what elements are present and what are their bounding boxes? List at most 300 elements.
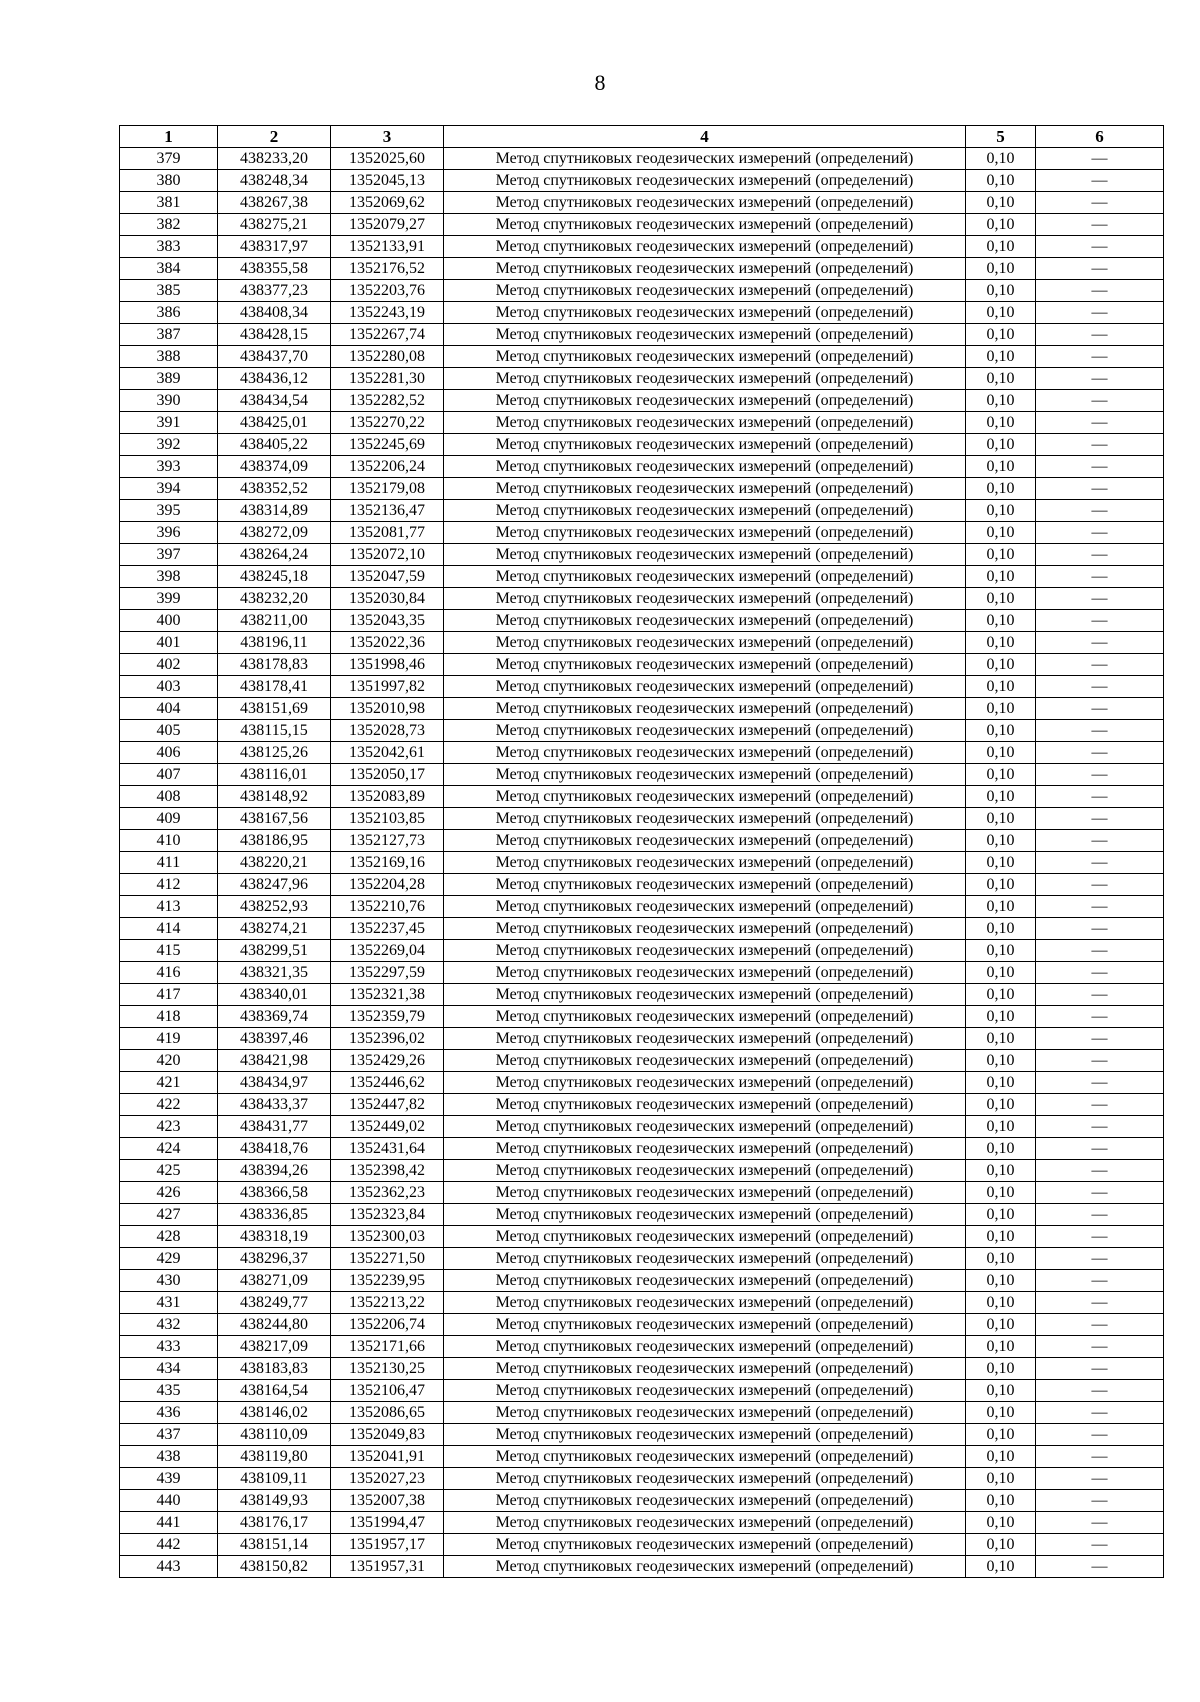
point-number-cell: 404 xyxy=(120,698,218,720)
description-cell: — xyxy=(1036,566,1164,588)
x-coordinate-cell: 438340,01 xyxy=(218,984,331,1006)
method-cell: Метод спутниковых геодезических измерений (определений) xyxy=(444,236,966,258)
x-coordinate-cell: 438377,23 xyxy=(218,280,331,302)
precision-cell: 0,10 xyxy=(966,236,1036,258)
method-cell: Метод спутниковых геодезических измерений (определений) xyxy=(444,346,966,368)
point-number-cell: 408 xyxy=(120,786,218,808)
precision-cell: 0,10 xyxy=(966,434,1036,456)
x-coordinate-cell: 438336,85 xyxy=(218,1204,331,1226)
y-coordinate-cell: 1352176,52 xyxy=(331,258,444,280)
y-coordinate-cell: 1352079,27 xyxy=(331,214,444,236)
table-row xyxy=(120,830,1164,852)
precision-cell: 0,10 xyxy=(966,786,1036,808)
y-coordinate-cell: 1351957,17 xyxy=(331,1534,444,1556)
description-cell: — xyxy=(1036,258,1164,280)
table-row xyxy=(120,368,1164,390)
x-coordinate-cell: 438267,38 xyxy=(218,192,331,214)
method-cell: Метод спутниковых геодезических измерений (определений) xyxy=(444,170,966,192)
x-coordinate-cell: 438355,58 xyxy=(218,258,331,280)
y-coordinate-cell: 1352179,08 xyxy=(331,478,444,500)
description-cell: — xyxy=(1036,1182,1164,1204)
method-cell: Метод спутниковых геодезических измерений (определений) xyxy=(444,1270,966,1292)
method-cell: Метод спутниковых геодезических измерений (определений) xyxy=(444,1314,966,1336)
table-row xyxy=(120,940,1164,962)
x-coordinate-cell: 438249,77 xyxy=(218,1292,331,1314)
x-coordinate-cell: 438433,37 xyxy=(218,1094,331,1116)
y-coordinate-cell: 1352041,91 xyxy=(331,1446,444,1468)
y-coordinate-cell: 1352446,62 xyxy=(331,1072,444,1094)
precision-cell: 0,10 xyxy=(966,698,1036,720)
precision-cell: 0,10 xyxy=(966,214,1036,236)
description-cell: — xyxy=(1036,1424,1164,1446)
point-number-cell: 409 xyxy=(120,808,218,830)
x-coordinate-cell: 438196,11 xyxy=(218,632,331,654)
point-number-cell: 418 xyxy=(120,1006,218,1028)
table-row xyxy=(120,258,1164,280)
precision-cell: 0,10 xyxy=(966,1512,1036,1534)
precision-cell: 0,10 xyxy=(966,764,1036,786)
x-coordinate-cell: 438296,37 xyxy=(218,1248,331,1270)
point-number-cell: 393 xyxy=(120,456,218,478)
y-coordinate-cell: 1352210,76 xyxy=(331,896,444,918)
description-cell: — xyxy=(1036,1490,1164,1512)
point-number-cell: 395 xyxy=(120,500,218,522)
method-cell: Метод спутниковых геодезических измерений (определений) xyxy=(444,984,966,1006)
point-number-cell: 397 xyxy=(120,544,218,566)
precision-cell: 0,10 xyxy=(966,1534,1036,1556)
y-coordinate-cell: 1352069,62 xyxy=(331,192,444,214)
header-col-1: 1 xyxy=(120,126,218,148)
point-number-cell: 415 xyxy=(120,940,218,962)
table-row xyxy=(120,1512,1164,1534)
description-cell: — xyxy=(1036,1028,1164,1050)
method-cell: Метод спутниковых геодезических измерений (определений) xyxy=(444,302,966,324)
point-number-cell: 422 xyxy=(120,1094,218,1116)
table-body xyxy=(120,148,1164,1578)
precision-cell: 0,10 xyxy=(966,984,1036,1006)
table-row xyxy=(120,1424,1164,1446)
table-row xyxy=(120,170,1164,192)
method-cell: Метод спутниковых геодезических измерений (определений) xyxy=(444,1490,966,1512)
table-row xyxy=(120,610,1164,632)
y-coordinate-cell: 1352359,79 xyxy=(331,1006,444,1028)
x-coordinate-cell: 438264,24 xyxy=(218,544,331,566)
description-cell: — xyxy=(1036,214,1164,236)
precision-cell: 0,10 xyxy=(966,896,1036,918)
description-cell: — xyxy=(1036,896,1164,918)
point-number-cell: 419 xyxy=(120,1028,218,1050)
precision-cell: 0,10 xyxy=(966,940,1036,962)
precision-cell: 0,10 xyxy=(966,1138,1036,1160)
y-coordinate-cell: 1352396,02 xyxy=(331,1028,444,1050)
method-cell: Метод спутниковых геодезических измерений (определений) xyxy=(444,412,966,434)
description-cell: — xyxy=(1036,940,1164,962)
y-coordinate-cell: 1352007,38 xyxy=(331,1490,444,1512)
precision-cell: 0,10 xyxy=(966,874,1036,896)
table-row xyxy=(120,1556,1164,1578)
x-coordinate-cell: 438431,77 xyxy=(218,1116,331,1138)
method-cell: Метод спутниковых геодезических измерений (определений) xyxy=(444,896,966,918)
method-cell: Метод спутниковых геодезических измерений (определений) xyxy=(444,148,966,170)
table-row xyxy=(120,896,1164,918)
precision-cell: 0,10 xyxy=(966,522,1036,544)
point-number-cell: 432 xyxy=(120,1314,218,1336)
precision-cell: 0,10 xyxy=(966,1226,1036,1248)
description-cell: — xyxy=(1036,1006,1164,1028)
description-cell: — xyxy=(1036,654,1164,676)
table-row xyxy=(120,742,1164,764)
precision-cell: 0,10 xyxy=(966,1468,1036,1490)
y-coordinate-cell: 1352045,13 xyxy=(331,170,444,192)
precision-cell: 0,10 xyxy=(966,1050,1036,1072)
method-cell: Метод спутниковых геодезических измерений (определений) xyxy=(444,1336,966,1358)
method-cell: Метод спутниковых геодезических измерений (определений) xyxy=(444,654,966,676)
table-row xyxy=(120,544,1164,566)
y-coordinate-cell: 1352239,95 xyxy=(331,1270,444,1292)
precision-cell: 0,10 xyxy=(966,148,1036,170)
x-coordinate-cell: 438178,41 xyxy=(218,676,331,698)
x-coordinate-cell: 438418,76 xyxy=(218,1138,331,1160)
y-coordinate-cell: 1352130,25 xyxy=(331,1358,444,1380)
y-coordinate-cell: 1352267,74 xyxy=(331,324,444,346)
precision-cell: 0,10 xyxy=(966,1160,1036,1182)
point-number-cell: 442 xyxy=(120,1534,218,1556)
point-number-cell: 412 xyxy=(120,874,218,896)
header-col-6: 6 xyxy=(1036,126,1164,148)
method-cell: Метод спутниковых геодезических измерений (определений) xyxy=(444,390,966,412)
precision-cell: 0,10 xyxy=(966,324,1036,346)
precision-cell: 0,10 xyxy=(966,478,1036,500)
method-cell: Метод спутниковых геодезических измерений (определений) xyxy=(444,1160,966,1182)
precision-cell: 0,10 xyxy=(966,918,1036,940)
description-cell: — xyxy=(1036,346,1164,368)
precision-cell: 0,10 xyxy=(966,1248,1036,1270)
precision-cell: 0,10 xyxy=(966,1270,1036,1292)
description-cell: — xyxy=(1036,1446,1164,1468)
point-number-cell: 413 xyxy=(120,896,218,918)
method-cell: Метод спутниковых геодезических измерений (определений) xyxy=(444,434,966,456)
table-header xyxy=(120,126,1164,148)
table-row xyxy=(120,874,1164,896)
header-col-4: 4 xyxy=(444,126,966,148)
point-number-cell: 414 xyxy=(120,918,218,940)
precision-cell: 0,10 xyxy=(966,412,1036,434)
point-number-cell: 426 xyxy=(120,1182,218,1204)
table-row xyxy=(120,500,1164,522)
method-cell: Метод спутниковых геодезических измерений (определений) xyxy=(444,1512,966,1534)
coordinates-table xyxy=(119,125,1164,1578)
precision-cell: 0,10 xyxy=(966,390,1036,412)
point-number-cell: 403 xyxy=(120,676,218,698)
description-cell: — xyxy=(1036,390,1164,412)
precision-cell: 0,10 xyxy=(966,830,1036,852)
table-row xyxy=(120,522,1164,544)
x-coordinate-cell: 438317,97 xyxy=(218,236,331,258)
x-coordinate-cell: 438148,92 xyxy=(218,786,331,808)
description-cell: — xyxy=(1036,808,1164,830)
precision-cell: 0,10 xyxy=(966,742,1036,764)
x-coordinate-cell: 438167,56 xyxy=(218,808,331,830)
method-cell: Метод спутниковых геодезических измерений (определений) xyxy=(444,588,966,610)
x-coordinate-cell: 438421,98 xyxy=(218,1050,331,1072)
method-cell: Метод спутниковых геодезических измерений (определений) xyxy=(444,1446,966,1468)
table-row xyxy=(120,1446,1164,1468)
y-coordinate-cell: 1352429,26 xyxy=(331,1050,444,1072)
x-coordinate-cell: 438252,93 xyxy=(218,896,331,918)
description-cell: — xyxy=(1036,324,1164,346)
method-cell: Метод спутниковых геодезических измерений (определений) xyxy=(444,808,966,830)
page-number: 8 xyxy=(594,70,606,95)
y-coordinate-cell: 1352213,22 xyxy=(331,1292,444,1314)
method-cell: Метод спутниковых геодезических измерений (определений) xyxy=(444,478,966,500)
x-coordinate-cell: 438369,74 xyxy=(218,1006,331,1028)
x-coordinate-cell: 438150,82 xyxy=(218,1556,331,1578)
description-cell: — xyxy=(1036,170,1164,192)
x-coordinate-cell: 438271,09 xyxy=(218,1270,331,1292)
x-coordinate-cell: 438248,34 xyxy=(218,170,331,192)
precision-cell: 0,10 xyxy=(966,610,1036,632)
description-cell: — xyxy=(1036,500,1164,522)
y-coordinate-cell: 1352270,22 xyxy=(331,412,444,434)
method-cell: Метод спутниковых геодезических измерений (определений) xyxy=(444,192,966,214)
description-cell: — xyxy=(1036,632,1164,654)
method-cell: Метод спутниковых геодезических измерений (определений) xyxy=(444,962,966,984)
table-row xyxy=(120,1380,1164,1402)
x-coordinate-cell: 438119,80 xyxy=(218,1446,331,1468)
header-row xyxy=(120,126,1164,148)
method-cell: Метод спутниковых геодезических измерений (определений) xyxy=(444,1402,966,1424)
y-coordinate-cell: 1351998,46 xyxy=(331,654,444,676)
y-coordinate-cell: 1352169,16 xyxy=(331,852,444,874)
point-number-cell: 386 xyxy=(120,302,218,324)
y-coordinate-cell: 1351997,82 xyxy=(331,676,444,698)
y-coordinate-cell: 1352281,30 xyxy=(331,368,444,390)
description-cell: — xyxy=(1036,1314,1164,1336)
point-number-cell: 407 xyxy=(120,764,218,786)
y-coordinate-cell: 1352025,60 xyxy=(331,148,444,170)
x-coordinate-cell: 438116,01 xyxy=(218,764,331,786)
point-number-cell: 435 xyxy=(120,1380,218,1402)
precision-cell: 0,10 xyxy=(966,1424,1036,1446)
x-coordinate-cell: 438434,54 xyxy=(218,390,331,412)
table-row xyxy=(120,192,1164,214)
description-cell: — xyxy=(1036,830,1164,852)
precision-cell: 0,10 xyxy=(966,632,1036,654)
table-row xyxy=(120,786,1164,808)
method-cell: Метод спутниковых геодезических измерений (определений) xyxy=(444,1556,966,1578)
table-row xyxy=(120,1248,1164,1270)
point-number-cell: 405 xyxy=(120,720,218,742)
precision-cell: 0,10 xyxy=(966,368,1036,390)
description-cell: — xyxy=(1036,522,1164,544)
point-number-cell: 389 xyxy=(120,368,218,390)
method-cell: Метод спутниковых геодезических измерений (определений) xyxy=(444,1138,966,1160)
precision-cell: 0,10 xyxy=(966,1556,1036,1578)
table-row xyxy=(120,1138,1164,1160)
method-cell: Метод спутниковых геодезических измерений (определений) xyxy=(444,940,966,962)
precision-cell: 0,10 xyxy=(966,1094,1036,1116)
table-row xyxy=(120,1072,1164,1094)
precision-cell: 0,10 xyxy=(966,1028,1036,1050)
point-number-cell: 438 xyxy=(120,1446,218,1468)
method-cell: Метод спутниковых геодезических измерений (определений) xyxy=(444,1468,966,1490)
point-number-cell: 384 xyxy=(120,258,218,280)
table-row xyxy=(120,236,1164,258)
point-number-cell: 392 xyxy=(120,434,218,456)
method-cell: Метод спутниковых геодезических измерений (определений) xyxy=(444,544,966,566)
method-cell: Метод спутниковых геодезических измерений (определений) xyxy=(444,566,966,588)
precision-cell: 0,10 xyxy=(966,1116,1036,1138)
description-cell: — xyxy=(1036,1050,1164,1072)
table-row xyxy=(120,1204,1164,1226)
y-coordinate-cell: 1352042,61 xyxy=(331,742,444,764)
precision-cell: 0,10 xyxy=(966,1358,1036,1380)
point-number-cell: 420 xyxy=(120,1050,218,1072)
method-cell: Метод спутниковых геодезических измерений (определений) xyxy=(444,1424,966,1446)
description-cell: — xyxy=(1036,456,1164,478)
x-coordinate-cell: 438146,02 xyxy=(218,1402,331,1424)
table-row xyxy=(120,676,1164,698)
y-coordinate-cell: 1352398,42 xyxy=(331,1160,444,1182)
table-row xyxy=(120,918,1164,940)
x-coordinate-cell: 438434,97 xyxy=(218,1072,331,1094)
method-cell: Метод спутниковых геодезических измерений (определений) xyxy=(444,1028,966,1050)
precision-cell: 0,10 xyxy=(966,346,1036,368)
description-cell: — xyxy=(1036,1204,1164,1226)
y-coordinate-cell: 1352072,10 xyxy=(331,544,444,566)
table-row xyxy=(120,720,1164,742)
method-cell: Метод спутниковых геодезических измерений (определений) xyxy=(444,280,966,302)
point-number-cell: 443 xyxy=(120,1556,218,1578)
y-coordinate-cell: 1352245,69 xyxy=(331,434,444,456)
method-cell: Метод спутниковых геодезических измерений (определений) xyxy=(444,324,966,346)
precision-cell: 0,10 xyxy=(966,280,1036,302)
point-number-cell: 437 xyxy=(120,1424,218,1446)
point-number-cell: 424 xyxy=(120,1138,218,1160)
method-cell: Метод спутниковых геодезических измерений (определений) xyxy=(444,676,966,698)
method-cell: Метод спутниковых геодезических измерений (определений) xyxy=(444,742,966,764)
precision-cell: 0,10 xyxy=(966,1072,1036,1094)
precision-cell: 0,10 xyxy=(966,1336,1036,1358)
description-cell: — xyxy=(1036,874,1164,896)
point-number-cell: 436 xyxy=(120,1402,218,1424)
y-coordinate-cell: 1352449,02 xyxy=(331,1116,444,1138)
description-cell: — xyxy=(1036,280,1164,302)
description-cell: — xyxy=(1036,1556,1164,1578)
y-coordinate-cell: 1352081,77 xyxy=(331,522,444,544)
method-cell: Метод спутниковых геодезических измерений (определений) xyxy=(444,1072,966,1094)
header-col-2: 2 xyxy=(218,126,331,148)
x-coordinate-cell: 438425,01 xyxy=(218,412,331,434)
x-coordinate-cell: 438428,15 xyxy=(218,324,331,346)
x-coordinate-cell: 438318,19 xyxy=(218,1226,331,1248)
table-row xyxy=(120,434,1164,456)
method-cell: Метод спутниковых геодезических измерений (определений) xyxy=(444,1534,966,1556)
table-row xyxy=(120,1336,1164,1358)
description-cell: — xyxy=(1036,962,1164,984)
table-row xyxy=(120,1468,1164,1490)
point-number-cell: 406 xyxy=(120,742,218,764)
table-row xyxy=(120,1050,1164,1072)
x-coordinate-cell: 438183,83 xyxy=(218,1358,331,1380)
x-coordinate-cell: 438217,09 xyxy=(218,1336,331,1358)
point-number-cell: 380 xyxy=(120,170,218,192)
table-row xyxy=(120,1160,1164,1182)
x-coordinate-cell: 438394,26 xyxy=(218,1160,331,1182)
description-cell: — xyxy=(1036,1116,1164,1138)
point-number-cell: 410 xyxy=(120,830,218,852)
table-row xyxy=(120,698,1164,720)
x-coordinate-cell: 438110,09 xyxy=(218,1424,331,1446)
description-cell: — xyxy=(1036,1380,1164,1402)
precision-cell: 0,10 xyxy=(966,720,1036,742)
precision-cell: 0,10 xyxy=(966,1292,1036,1314)
x-coordinate-cell: 438125,26 xyxy=(218,742,331,764)
description-cell: — xyxy=(1036,918,1164,940)
x-coordinate-cell: 438352,52 xyxy=(218,478,331,500)
y-coordinate-cell: 1352027,23 xyxy=(331,1468,444,1490)
point-number-cell: 400 xyxy=(120,610,218,632)
description-cell: — xyxy=(1036,1160,1164,1182)
x-coordinate-cell: 438299,51 xyxy=(218,940,331,962)
precision-cell: 0,10 xyxy=(966,1402,1036,1424)
method-cell: Метод спутниковых геодезических измерений (определений) xyxy=(444,786,966,808)
description-cell: — xyxy=(1036,434,1164,456)
point-number-cell: 379 xyxy=(120,148,218,170)
y-coordinate-cell: 1352106,47 xyxy=(331,1380,444,1402)
method-cell: Метод спутниковых геодезических измерений (определений) xyxy=(444,874,966,896)
table-row xyxy=(120,1490,1164,1512)
method-cell: Метод спутниковых геодезических измерений (определений) xyxy=(444,1380,966,1402)
x-coordinate-cell: 438374,09 xyxy=(218,456,331,478)
y-coordinate-cell: 1352237,45 xyxy=(331,918,444,940)
table-row xyxy=(120,412,1164,434)
y-coordinate-cell: 1352203,76 xyxy=(331,280,444,302)
method-cell: Метод спутниковых геодезических измерений (определений) xyxy=(444,368,966,390)
method-cell: Метод спутниковых геодезических измерений (определений) xyxy=(444,1182,966,1204)
method-cell: Метод спутниковых геодезических измерений (определений) xyxy=(444,918,966,940)
y-coordinate-cell: 1352297,59 xyxy=(331,962,444,984)
point-number-cell: 399 xyxy=(120,588,218,610)
description-cell: — xyxy=(1036,984,1164,1006)
precision-cell: 0,10 xyxy=(966,302,1036,324)
x-coordinate-cell: 438437,70 xyxy=(218,346,331,368)
y-coordinate-cell: 1352243,19 xyxy=(331,302,444,324)
description-cell: — xyxy=(1036,676,1164,698)
method-cell: Метод спутниковых геодезических измерений (определений) xyxy=(444,1204,966,1226)
x-coordinate-cell: 438115,15 xyxy=(218,720,331,742)
y-coordinate-cell: 1352022,36 xyxy=(331,632,444,654)
description-cell: — xyxy=(1036,1512,1164,1534)
description-cell: — xyxy=(1036,368,1164,390)
precision-cell: 0,10 xyxy=(966,1314,1036,1336)
point-number-cell: 394 xyxy=(120,478,218,500)
method-cell: Метод спутниковых геодезических измерений (определений) xyxy=(444,764,966,786)
description-cell: — xyxy=(1036,1358,1164,1380)
y-coordinate-cell: 1352362,23 xyxy=(331,1182,444,1204)
table-row xyxy=(120,1182,1164,1204)
y-coordinate-cell: 1352136,47 xyxy=(331,500,444,522)
y-coordinate-cell: 1352127,73 xyxy=(331,830,444,852)
table-row xyxy=(120,808,1164,830)
y-coordinate-cell: 1352086,65 xyxy=(331,1402,444,1424)
description-cell: — xyxy=(1036,764,1164,786)
point-number-cell: 383 xyxy=(120,236,218,258)
description-cell: — xyxy=(1036,698,1164,720)
x-coordinate-cell: 438233,20 xyxy=(218,148,331,170)
y-coordinate-cell: 1351957,31 xyxy=(331,1556,444,1578)
description-cell: — xyxy=(1036,1094,1164,1116)
